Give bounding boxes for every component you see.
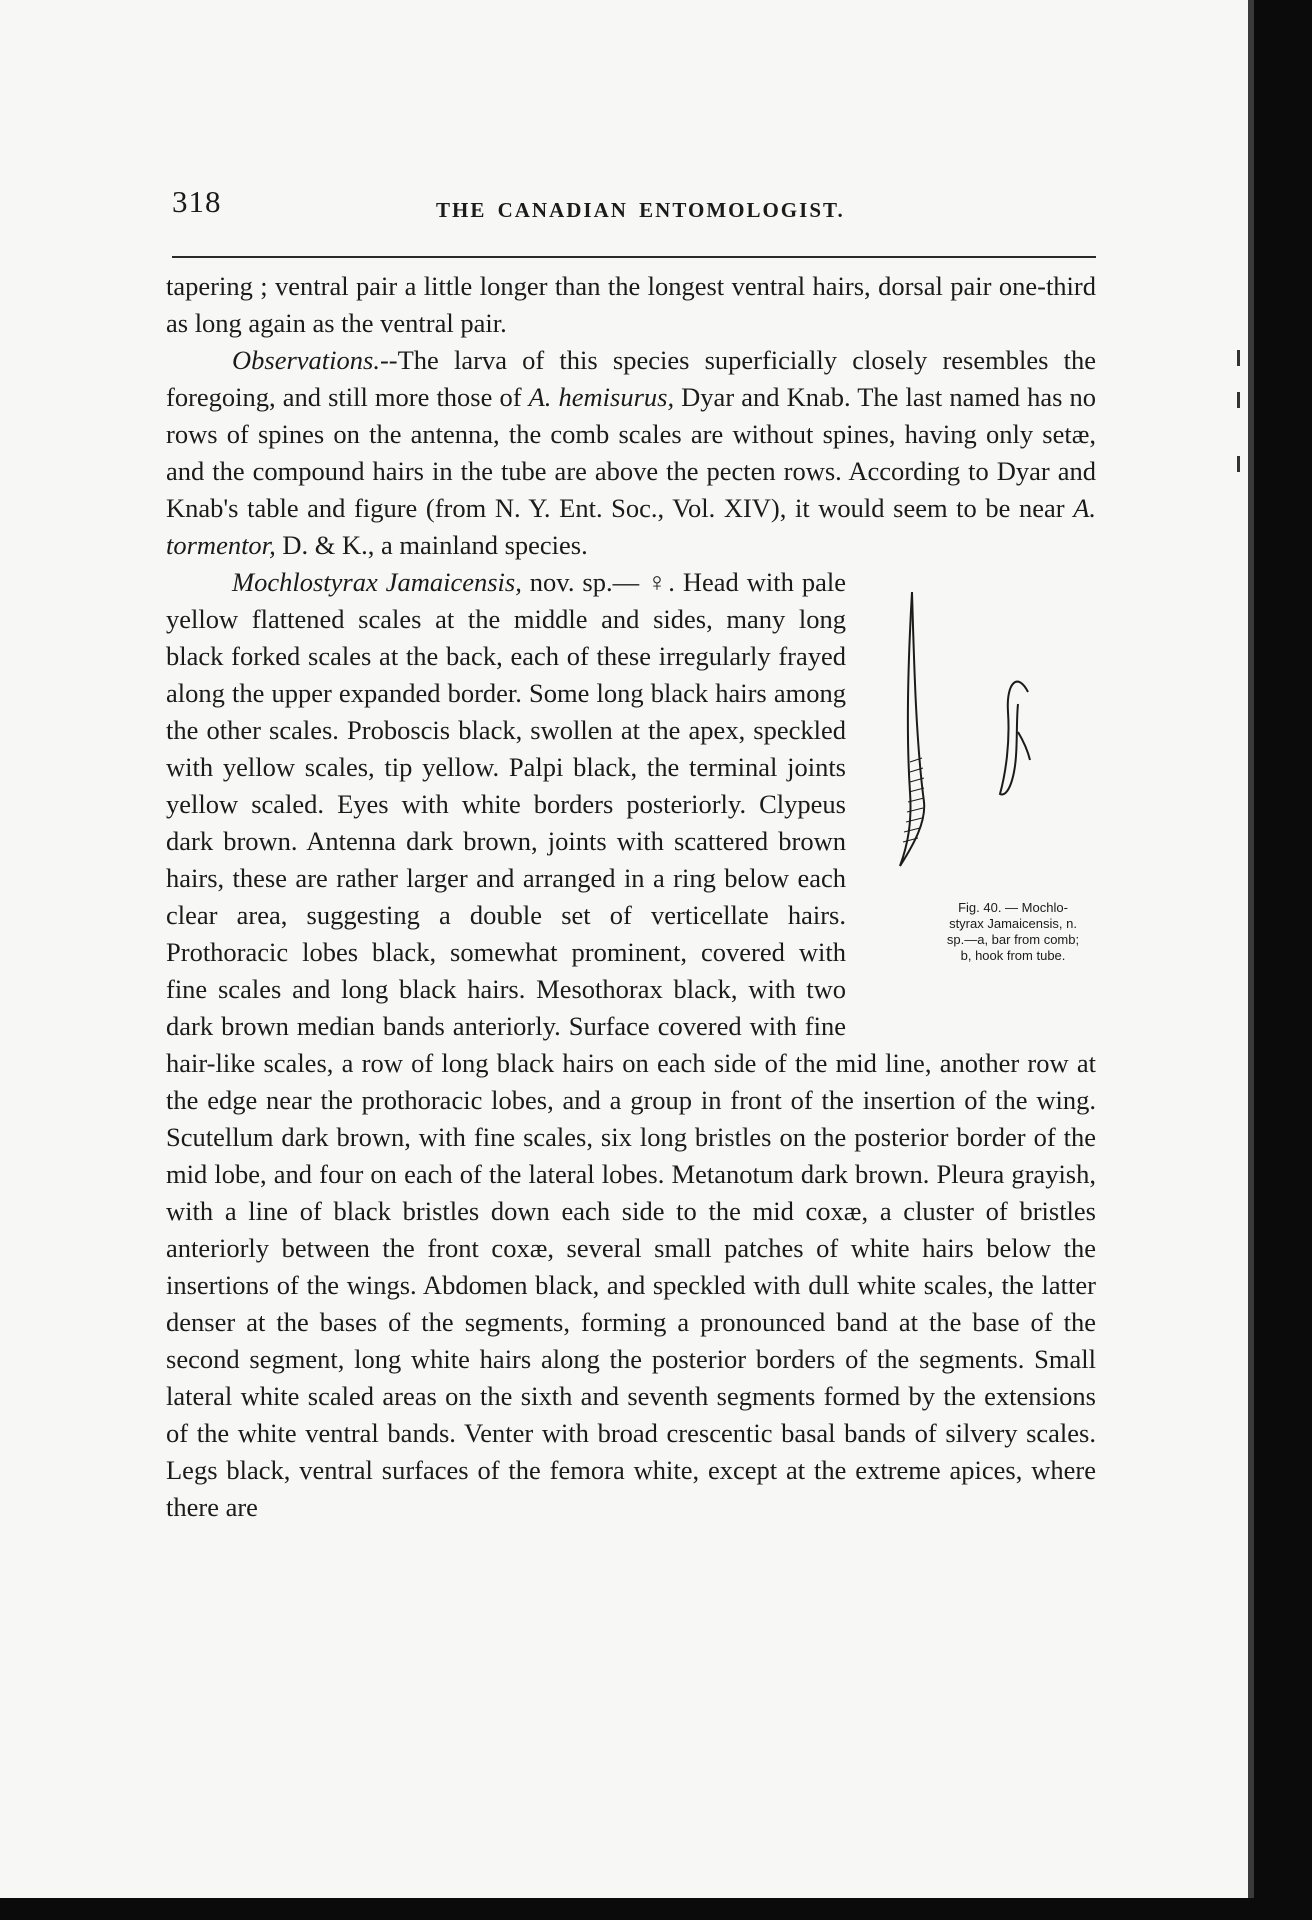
paragraph-text: tapering ; ventral pair a little longer than the longest ventral hairs, dorsal pair one-third as long again as the ventral pair. xyxy=(166,271,1096,338)
caption-line: Fig. 40. — Mochlo- xyxy=(958,900,1068,915)
margin-mark xyxy=(1237,392,1240,408)
tube-hook-drawing xyxy=(1000,682,1030,795)
paragraph-text: D. & K., a mainland species. xyxy=(275,530,588,560)
species-name: Mochlostyrax Jamaicensis, xyxy=(232,567,522,597)
caption-line: styrax Jamaicensis, n. xyxy=(949,916,1077,931)
run-in-heading: Observations. xyxy=(232,345,380,375)
body-text xyxy=(166,268,1096,1526)
margin-mark xyxy=(1237,350,1240,366)
margin-mark xyxy=(1237,456,1240,472)
running-title: THE CANADIAN ENTOMOLOGIST. xyxy=(436,198,845,222)
caption-line: sp.—a, bar from comb; xyxy=(946,932,1080,947)
header-rule xyxy=(172,256,1096,258)
paragraph-text: Dyar and Knab. The last named has no rows of spines on the antenna, the comb scales are without spines, having only setæ, and the compound hairs in the tube are above the pecten rows. According to Dyar and Knab's table and figure (from N. Y. Ent. Soc., Vol. XIV), it would seem to be near xyxy=(166,382,1096,523)
paragraph-text: nov. sp.— ♀. Head with pale yellow flattened scales at the middle and sides, many long black forked scales at the back, each of these irregularly frayed along the upper expanded border. Some long black hairs among the other scales. Proboscis black, swollen at the apex, speckled with yellow scales, tip yellow. Palpi black, the terminal joints yellow scaled. Eyes with white borders posteriorly. Clypeus dark brown. Antenna dark brown, joints with scattered brown hairs, these are rather larger and arranged in a ring below each clear area, suggesting a double set of verticellate hairs. Prothoracic lobes black, somewhat prominent, covered with fine scales and long black hairs. Mesothorax black, with two dark brown median bands anteriorly. Surface covered with fine hair-like scales, a row of long black hairs on each side of the mid line, another row at the edge near the prothoracic lobes, and a group in front of the insertion of the wing. Scutellum dark brown, with fine scales, six long bristles on the posterior border of the mid lobe, and four on each of the lateral lobes. Metanotum dark brown. Pleura grayish, with a line of black bristles down each side to the mid coxæ, a cluster of bristles anteriorly between the front coxæ, several small patches of white hairs below the insertions of the wings. Abdomen black, and speckled with dull white scales, the latter denser at the bases of the segments, forming a pronounced band at the base of the second segment, long white hairs along the posterior borders of the segments. Small lateral white scaled areas on the sixth and seventh segments formed by the extensions of the white ventral bands. Venter with broad crescentic basal bands of silvery scales. Legs black, ventral surfaces of the femora white, except at the extreme apices, where there are xyxy=(166,567,1096,1522)
paragraph-species-description xyxy=(166,564,1096,1526)
scan-border-right xyxy=(1254,0,1312,1920)
paragraph xyxy=(166,268,1096,342)
scan-border-bottom xyxy=(0,1898,1312,1920)
page-number: 318 xyxy=(172,184,222,219)
species-name: A. hemisurus, xyxy=(528,382,675,412)
paragraph-text: --The larva of this species superficially closely resembles the foregoing, and still more those of xyxy=(166,345,1096,412)
figure-illustration xyxy=(878,582,1058,872)
comb-bar-drawing xyxy=(900,592,924,866)
species-name: A. tormentor, xyxy=(166,493,1096,560)
figure-caption xyxy=(868,900,1092,964)
caption-line: b, hook from tube. xyxy=(960,948,1066,963)
figure-40 xyxy=(860,570,1096,1010)
paragraph-observations xyxy=(166,342,1096,564)
